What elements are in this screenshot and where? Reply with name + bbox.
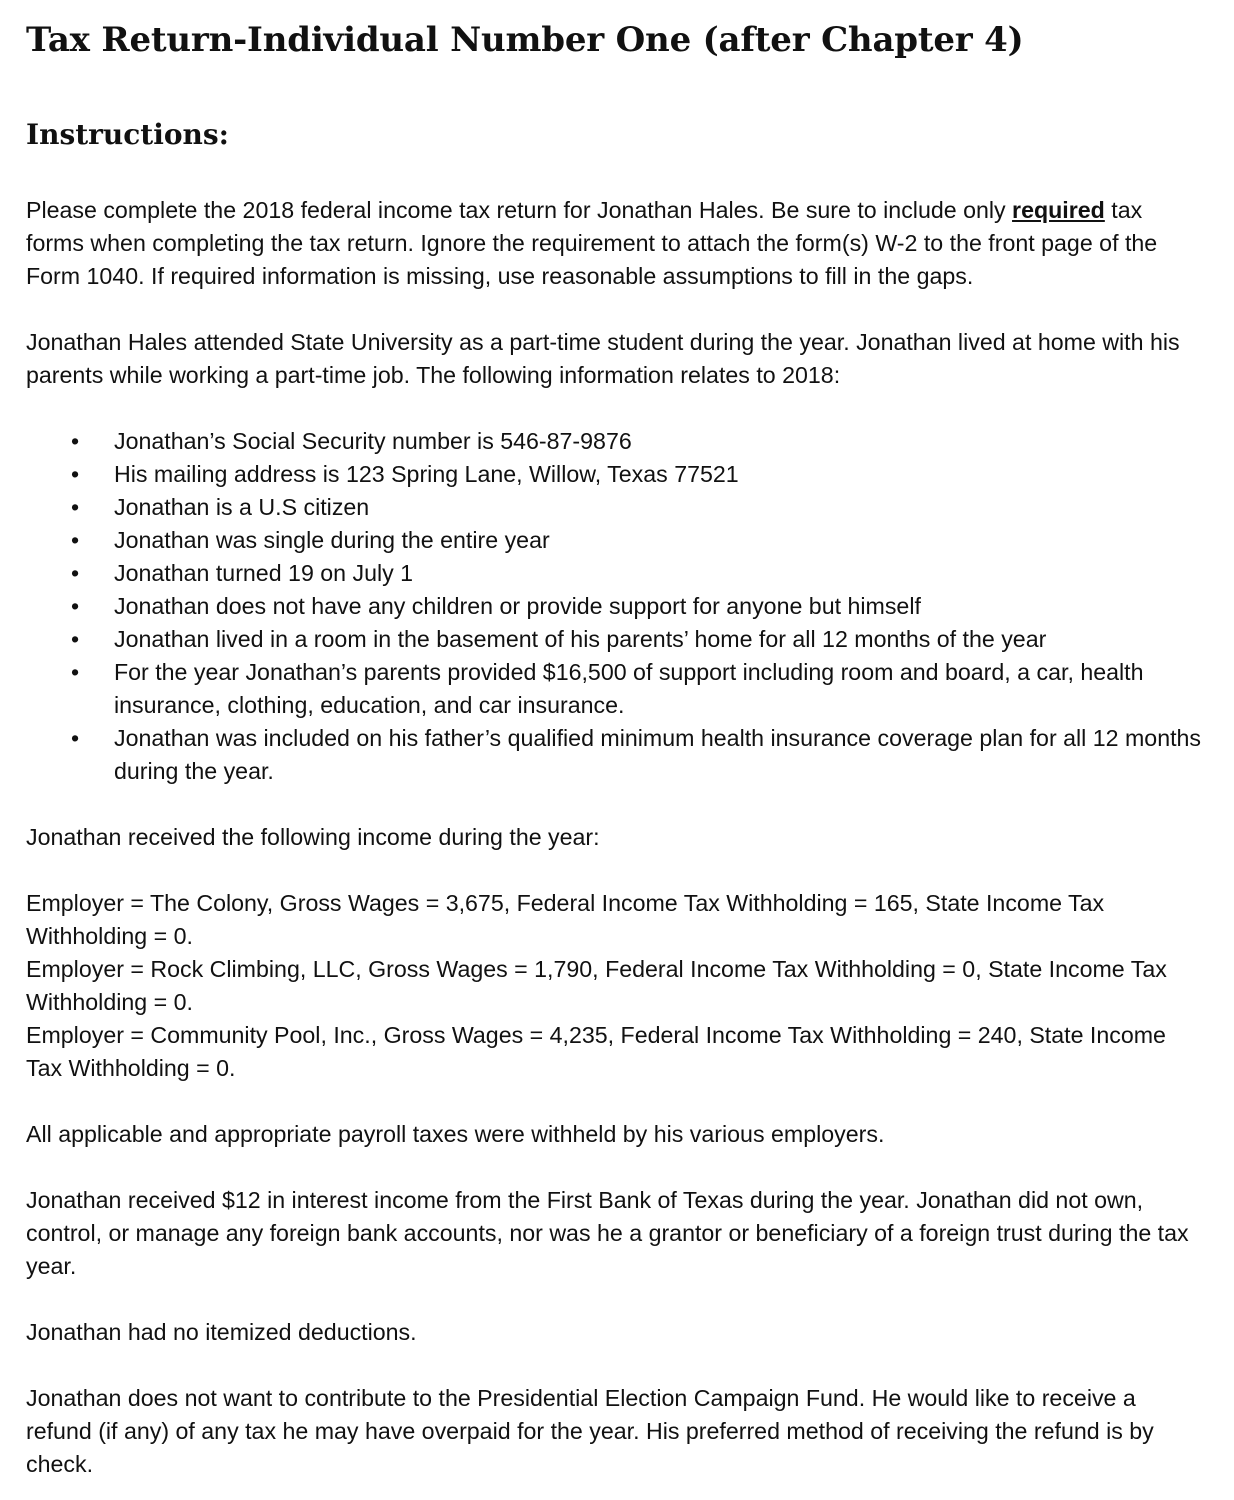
facts-list <box>26 425 1206 788</box>
bullet-icon: • <box>70 659 80 685</box>
intro-text-part2: tax forms when completing the tax return. Ignore the requirement to attach the form(s) W-2 to the front page of the Form 1040. If required information is missing, use reasonable assumptions to fill in the gaps. <box>26 197 1158 289</box>
fact-item <box>26 524 1206 557</box>
fact-text: Jonathan turned 19 on July 1 <box>114 560 414 586</box>
interest-paragraph: Jonathan received $12 in interest income from the First Bank of Texas during the year. Jonathan did not own, control, or manage any foreign bank accounts, nor was he a grantor or beneficiary of a foreign trust during the tax year. <box>26 1187 1189 1279</box>
fact-text: Jonathan is a U.S citizen <box>114 494 370 520</box>
payroll-paragraph: All applicable and appropriate payroll taxes were withheld by his various employers. <box>26 1121 885 1147</box>
fact-item <box>26 491 1206 524</box>
bullet-icon: • <box>70 494 80 520</box>
fact-text: Jonathan was single during the entire year <box>114 527 550 553</box>
bullet-icon: • <box>70 593 80 619</box>
intro-paragraph <box>26 194 1206 293</box>
campaign-paragraph: Jonathan does not want to contribute to the Presidential Election Campaign Fund. He would like to receive a refund (if any) of any tax he may have overpaid for the year. His preferred method of receiving the refund is by check. <box>26 1385 1154 1477</box>
employer-line: Employer = The Colony, Gross Wages = 3,675, Federal Income Tax Withholding = 165, State Income Tax Withholding = 0. <box>26 890 1105 949</box>
fact-item <box>26 722 1206 788</box>
deductions-paragraph: Jonathan had no itemized deductions. <box>26 1319 417 1345</box>
document-title: Tax Return-Individual Number One (after Chapter 4) <box>26 20 1024 60</box>
bullet-icon: • <box>70 461 80 487</box>
employer-line: Employer = Community Pool, Inc., Gross Wages = 4,235, Federal Income Tax Withholding = 240, State Income Tax Withholding = 0. <box>26 1022 1166 1081</box>
fact-text: Jonathan’s Social Security number is 546-87-9876 <box>114 428 632 454</box>
fact-text: For the year Jonathan’s parents provided $16,500 of support including room and board, a car, health insurance, clothing, education, and car insurance. <box>114 659 1144 718</box>
instructions-heading: Instructions: <box>26 118 230 151</box>
bullet-icon: • <box>70 428 80 454</box>
employers-block <box>26 887 1206 1085</box>
bullet-icon: • <box>70 560 80 586</box>
fact-item <box>26 623 1206 656</box>
bullet-icon: • <box>70 626 80 652</box>
fact-item <box>26 557 1206 590</box>
intro-text-part1: Please complete the 2018 federal income tax return for Jonathan Hales. Be sure to include only <box>26 197 1013 223</box>
fact-text: His mailing address is 123 Spring Lane, Willow, Texas 77521 <box>114 461 739 487</box>
income-intro: Jonathan received the following income during the year: <box>26 824 600 850</box>
employer-line: Employer = Rock Climbing, LLC, Gross Wages = 1,790, Federal Income Tax Withholding = 0, State Income Tax Withholding = 0. <box>26 956 1167 1015</box>
fact-item <box>26 425 1206 458</box>
fact-item <box>26 458 1206 491</box>
bullet-icon: • <box>70 725 80 751</box>
document-page <box>26 0 1206 1481</box>
fact-item <box>26 590 1206 623</box>
background-paragraph: Jonathan Hales attended State University as a part-time student during the year. Jonathan lived at home with his parents while working a part-time job. The following information relates to 2018: <box>26 329 1180 388</box>
fact-text: Jonathan lived in a room in the basement of his parents’ home for all 12 months of the year <box>114 626 1047 652</box>
fact-item <box>26 656 1206 722</box>
fact-text: Jonathan was included on his father’s qualified minimum health insurance coverage plan for all 12 months during the year. <box>114 725 1202 784</box>
fact-text: Jonathan does not have any children or provide support for anyone but himself <box>114 593 921 619</box>
bullet-icon: • <box>70 527 80 553</box>
required-emphasis: required <box>1012 197 1105 223</box>
